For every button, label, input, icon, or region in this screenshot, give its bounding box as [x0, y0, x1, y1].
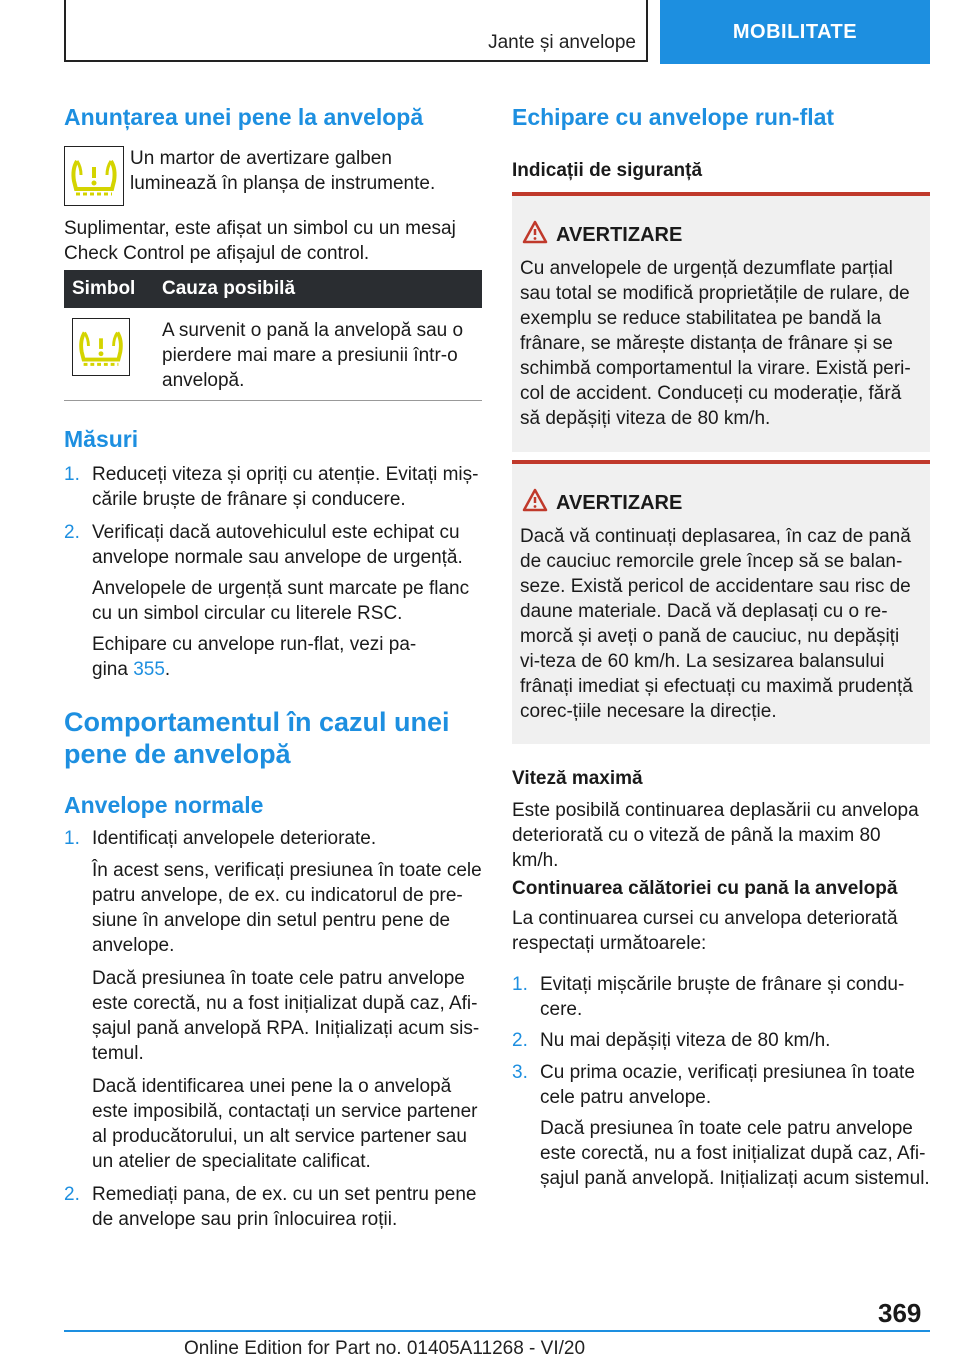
table-header-cause: Cauza posibilă — [154, 270, 482, 308]
page-link[interactable]: 355 — [133, 659, 165, 680]
notice-text: Un martor de avertizare galben luminează în planșa de instrumente. — [130, 148, 436, 194]
page-header — [64, 0, 930, 64]
header-chapter-tag: MOBILITATE — [660, 0, 930, 64]
warning-triangle-icon — [522, 220, 548, 244]
table-divider — [64, 400, 482, 401]
list-number: 2. — [64, 522, 80, 543]
tire-pressure-warning-icon — [72, 318, 130, 376]
footer-divider — [64, 1330, 930, 1332]
list-item-sub: Dacă presiunea în toate cele patru anvelope este corectă, nu a fost inițializat după caz, Afi-șajul pană anvelopă. Inițializați acum sistemul. — [540, 1118, 930, 1189]
warning-box — [512, 192, 930, 452]
heading-measures: Măsuri — [64, 426, 139, 452]
table-cell-symbol — [64, 308, 154, 403]
cross-reference-text: Echipare cu anvelope run-flat, vezi pa-gina — [92, 634, 417, 680]
list-item-sub: Echipare cu anvelope run-flat, vezi pa-gina 355. — [92, 634, 417, 680]
heading-behaviour: Comportamentul în cazul unei pene de anvelopă — [64, 707, 450, 769]
table-header-symbol: Simbol — [64, 270, 154, 308]
list-number: 2. — [64, 1184, 80, 1205]
table-cell-cause: A survenit o pană la anvelopă sau o pierdere mai mare a presiunii într-o anvelopă. — [162, 320, 464, 391]
tire-pressure-warning-icon — [64, 146, 124, 206]
list-item-sub: Dacă presiunea în toate cele patru anvelope este corectă, nu a fost inițializat după caz, Afi-șajul pană anvelopă RPA. Inițializați acum sis-temul. — [92, 968, 480, 1064]
list-item: Remediați pana, de ex. cu un set pentru pene de anvelope sau prin înlocuirea roții. — [92, 1184, 477, 1230]
symbol-table — [64, 270, 482, 403]
list-item: Identificați anvelopele deteriorate. — [92, 828, 377, 849]
page-number: 369 — [878, 1298, 922, 1328]
list-item: Verificați dacă autovehiculul este echipat cu anvelope normale sau anvelope de urgență. — [92, 522, 463, 568]
heading-safety: Indicații de siguranță — [512, 160, 703, 181]
warning-triangle-icon — [522, 488, 548, 512]
heading-normal-tires: Anvelope normale — [64, 792, 264, 818]
continue-text: La continuarea cursei cu anvelopa deteriorată respectați următoarele: — [512, 908, 898, 954]
list-number: 1. — [64, 828, 80, 849]
list-item-sub: Dacă identificarea unei pene la o anvelopă este imposibilă, contactați un service partener al producătorului, un alt service partener sau un atelier de specialitate calificat. — [92, 1076, 478, 1172]
warning-title: AVERTIZARE — [556, 492, 683, 514]
list-item: Evitați mișcările bruște de frânare și condu-cere. — [540, 974, 905, 1020]
footer-edition: Online Edition for Part no. 01405A11268 - VI/20 — [184, 1338, 586, 1359]
heading-flat-notice: Anunțarea unei pene la anvelopă — [64, 104, 424, 130]
list-number: 1. — [64, 464, 80, 485]
warning-text: Cu anvelopele de urgență dezumflate parțial sau total se modifică proprietățile de rulare, de exemplu se reduce stabilitatea pe bandă la frânare, se mărește distanța de frânare și se schimbă comportamentul la virare. Există peri-col de accident. Conduceți cu moderație, fără să depășiți viteza de 80 km/h. — [520, 258, 911, 429]
warning-title: AVERTIZARE — [556, 224, 683, 246]
supplementary-text: Suplimentar, este afișat un simbol cu un mesaj Check Control pe afișajul de control. — [64, 218, 456, 264]
list-item-sub: Anvelopele de urgență sunt marcate pe flanc cu un simbol circular cu literele RSC. — [92, 578, 470, 624]
heading-continue: Continuarea călătoriei cu pană la anvelopă — [512, 878, 898, 899]
heading-max-speed: Viteză maximă — [512, 768, 643, 789]
list-item-sub: În acest sens, verificați presiunea în toate cele patru anvelope, de ex. cu indicatorul de pre-siune în anvelope din setul pentru pene de anvelope. — [92, 860, 482, 956]
list-item: Nu mai depășiți viteza de 80 km/h. — [540, 1030, 831, 1051]
heading-runflat: Echipare cu anvelope run-flat — [512, 104, 835, 130]
warning-text: Dacă vă continuați deplasarea, în caz de pană de cauciuc remorcile grele încep să se balan-seze. Există pericol de accidentare sau risc de daune materiale. Dacă vă deplasați cu o re-morcă și aveți o pană de cauciuc, nu depășiți vi-teza de 60 km/h. La sesizarea balansului frânați imediat și efectuați cu maximă prudență corec-țiile necesare la direcție. — [520, 526, 913, 722]
header-section-title: Jante și anvelope — [488, 32, 636, 53]
warning-box — [512, 460, 930, 744]
max-speed-text: Este posibilă continuarea deplasării cu anvelopa deteriorată cu o viteză de până la maxim 80 km/h. — [512, 800, 919, 871]
list-number: 2. — [512, 1030, 528, 1051]
list-number: 3. — [512, 1062, 528, 1083]
list-item: Cu prima ocazie, verificați presiunea în toate cele patru anvelope. — [540, 1062, 915, 1108]
list-number: 1. — [512, 974, 528, 995]
list-item: Reduceți viteza și opriți cu atenție. Evitați miș-cările bruște de frânare și conducere. — [92, 464, 479, 510]
table-row — [64, 308, 482, 403]
